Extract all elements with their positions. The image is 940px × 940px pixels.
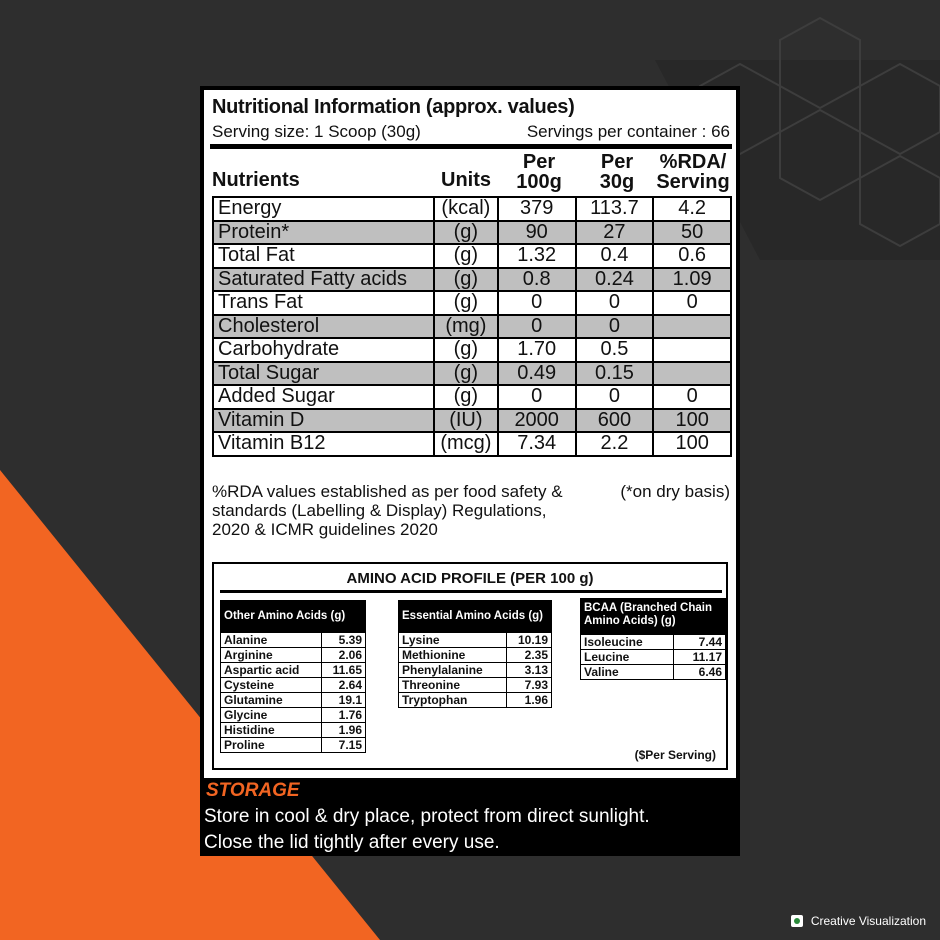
nutrient-unit: (g) (434, 291, 498, 315)
nutrient-row (213, 362, 731, 386)
nutrient-name: Protein* (213, 221, 434, 245)
value-per-30g: 0 (576, 291, 654, 315)
value-per-100g: 0 (498, 315, 576, 339)
value-rda: 0 (653, 385, 731, 409)
amino-name: Lysine (399, 633, 507, 648)
amino-row (221, 648, 366, 663)
amino-value: 6.46 (674, 665, 726, 680)
amino-row (221, 678, 366, 693)
amino-acid-panel (204, 554, 736, 778)
nutrient-unit: (g) (434, 268, 498, 292)
amino-name: Arginine (221, 648, 322, 663)
amino-value: 1.76 (321, 708, 365, 723)
amino-name: Proline (221, 738, 322, 753)
amino-table-other (220, 632, 366, 753)
nutrient-unit: (kcal) (434, 197, 498, 221)
amino-value: 2.64 (321, 678, 365, 693)
amino-row (399, 663, 552, 678)
amino-row (221, 693, 366, 708)
amino-row (221, 663, 366, 678)
label-title: Nutritional Information (approx. values) (212, 96, 575, 118)
serving-size: Serving size: 1 Scoop (30g) (212, 122, 421, 141)
amino-row (581, 650, 726, 665)
amino-value: 11.17 (674, 650, 726, 665)
nutrient-row (213, 221, 731, 245)
header-per100: Per 100g (516, 151, 562, 193)
rda-footnote: %RDA values established as per food safety & standards (Labelling & Display) Regulations, 2020 & ICMR guidelines 2020 (212, 482, 563, 539)
nutrient-name: Added Sugar (213, 385, 434, 409)
storage-heading: STORAGE (206, 780, 300, 801)
value-per-100g: 90 (498, 221, 576, 245)
nutrient-unit: (IU) (434, 409, 498, 433)
group-essential-amino-acids (398, 600, 552, 708)
amino-row (221, 738, 366, 753)
amino-value: 1.96 (321, 723, 365, 738)
nutrient-row (213, 268, 731, 292)
value-per-100g: 379 (498, 197, 576, 221)
amino-title: AMINO ACID PROFILE (PER 100 g) (346, 570, 594, 587)
amino-row (581, 665, 726, 680)
nutrient-row (213, 409, 731, 433)
amino-name: Glutamine (221, 693, 322, 708)
nutrient-unit: (g) (434, 385, 498, 409)
header-per30: Per 30g (599, 151, 635, 193)
value-per-30g: 113.7 (576, 197, 654, 221)
nutrient-row (213, 197, 731, 221)
per-serving-note: ($Per Serving) (634, 748, 716, 762)
value-per-30g: 0.5 (576, 338, 654, 362)
value-per-100g: 1.70 (498, 338, 576, 362)
nutrition-panel (204, 90, 736, 630)
divider (210, 144, 732, 149)
amino-name: Leucine (581, 650, 674, 665)
storage-text: Store in cool & dry place, protect from direct sunlight. Close the lid tightly after every use. (204, 806, 650, 853)
brand-caption (791, 914, 926, 928)
amino-name: Tryptophan (399, 693, 507, 708)
amino-value: 10.19 (506, 633, 551, 648)
amino-name: Isoleucine (581, 635, 674, 650)
nutrient-row (213, 432, 731, 456)
header-units: Units (441, 169, 491, 191)
nutrient-unit: (mg) (434, 315, 498, 339)
amino-table-bcaa (580, 634, 726, 680)
nutrient-unit: (g) (434, 362, 498, 386)
amino-name: Alanine (221, 633, 322, 648)
value-rda: 50 (653, 221, 731, 245)
amino-value: 19.1 (321, 693, 365, 708)
amino-row (399, 678, 552, 693)
amino-value: 2.06 (321, 648, 365, 663)
amino-row (221, 633, 366, 648)
nutrient-unit: (g) (434, 221, 498, 245)
value-per-100g: 1.32 (498, 244, 576, 268)
nutrient-row (213, 291, 731, 315)
group-other-amino-acids (220, 600, 366, 753)
dry-basis-note: (*on dry basis) (620, 482, 730, 501)
value-rda: 0 (653, 291, 731, 315)
nutrient-name: Energy (213, 197, 434, 221)
amino-row (399, 633, 552, 648)
value-per-100g: 2000 (498, 409, 576, 433)
amino-name: Phenylalanine (399, 663, 507, 678)
group-heading: Other Amino Acids (g) (220, 600, 366, 632)
amino-name: Threonine (399, 678, 507, 693)
value-per-30g: 27 (576, 221, 654, 245)
nutrient-unit: (g) (434, 244, 498, 268)
amino-value: 2.35 (506, 648, 551, 663)
amino-row (399, 693, 552, 708)
amino-value: 3.13 (506, 663, 551, 678)
nutrient-name: Vitamin D (213, 409, 434, 433)
nutrient-name: Total Fat (213, 244, 434, 268)
brand-text: Creative Visualization (810, 914, 926, 928)
amino-row (221, 723, 366, 738)
servings-per-container: Servings per container : 66 (526, 122, 730, 141)
value-per-100g: 0 (498, 291, 576, 315)
nutrient-row (213, 315, 731, 339)
value-rda: 0.6 (653, 244, 731, 268)
group-bcaa (580, 598, 726, 680)
amino-table-essential (398, 632, 552, 708)
value-per-30g: 600 (576, 409, 654, 433)
amino-row (399, 648, 552, 663)
group-heading: BCAA (Branched Chain Amino Acids) (g) (580, 598, 726, 634)
amino-row (221, 708, 366, 723)
header-rda: %RDA/ Serving (656, 151, 730, 193)
amino-value: 7.44 (674, 635, 726, 650)
amino-name: Histidine (221, 723, 322, 738)
amino-row (581, 635, 726, 650)
value-per-30g: 0 (576, 385, 654, 409)
amino-value: 7.15 (321, 738, 365, 753)
nutrient-row (213, 338, 731, 362)
value-rda (653, 338, 731, 362)
amino-value: 7.93 (506, 678, 551, 693)
amino-divider (220, 590, 722, 593)
value-rda (653, 315, 731, 339)
nutrient-name: Cholesterol (213, 315, 434, 339)
amino-value: 1.96 (506, 693, 551, 708)
value-per-100g: 7.34 (498, 432, 576, 456)
value-per-100g: 0 (498, 385, 576, 409)
nutrition-table (212, 196, 732, 457)
value-per-30g: 0.15 (576, 362, 654, 386)
nutrient-name: Total Sugar (213, 362, 434, 386)
camera-icon (791, 915, 803, 927)
amino-name: Valine (581, 665, 674, 680)
value-rda: 100 (653, 432, 731, 456)
value-rda: 4.2 (653, 197, 731, 221)
amino-acid-box (212, 562, 728, 770)
nutrient-unit: (g) (434, 338, 498, 362)
nutrient-row (213, 385, 731, 409)
value-rda: 100 (653, 409, 731, 433)
value-per-30g: 0.4 (576, 244, 654, 268)
amino-value: 5.39 (321, 633, 365, 648)
value-rda (653, 362, 731, 386)
amino-name: Methionine (399, 648, 507, 663)
nutrition-label (200, 86, 740, 856)
amino-name: Cysteine (221, 678, 322, 693)
value-per-30g: 0 (576, 315, 654, 339)
nutrient-name: Trans Fat (213, 291, 434, 315)
group-heading: Essential Amino Acids (g) (398, 600, 552, 632)
value-rda: 1.09 (653, 268, 731, 292)
value-per-30g: 2.2 (576, 432, 654, 456)
nutrient-name: Vitamin B12 (213, 432, 434, 456)
nutrient-row (213, 244, 731, 268)
nutrient-name: Carbohydrate (213, 338, 434, 362)
nutrient-unit: (mcg) (434, 432, 498, 456)
value-per-30g: 0.24 (576, 268, 654, 292)
header-nutrients: Nutrients (212, 169, 300, 191)
value-per-100g: 0.49 (498, 362, 576, 386)
nutrient-name: Saturated Fatty acids (213, 268, 434, 292)
amino-value: 11.65 (321, 663, 365, 678)
amino-name: Glycine (221, 708, 322, 723)
value-per-100g: 0.8 (498, 268, 576, 292)
amino-name: Aspartic acid (221, 663, 322, 678)
